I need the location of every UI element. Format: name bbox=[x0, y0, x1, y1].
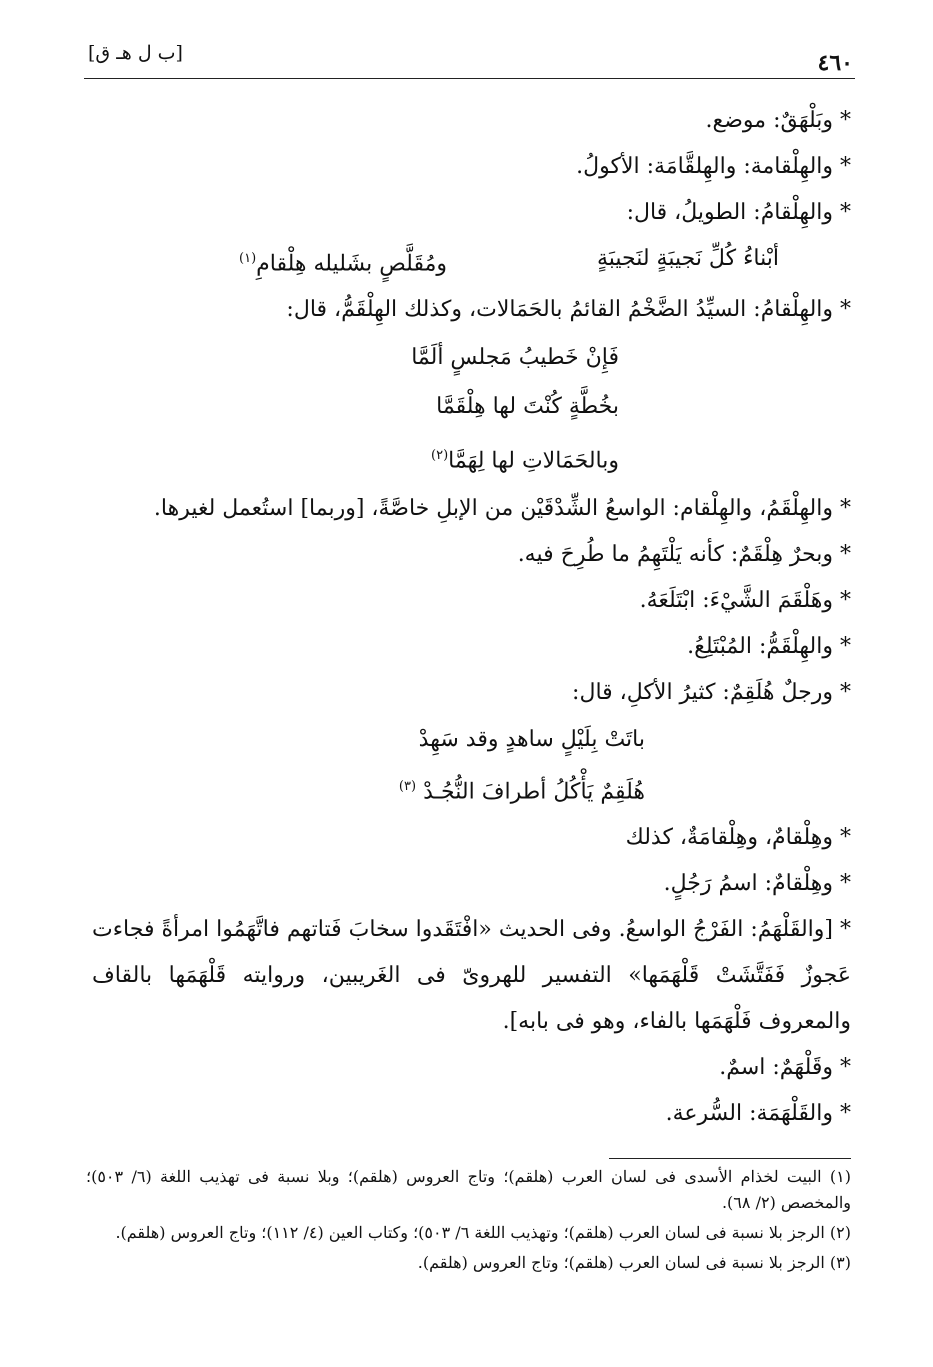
footnotes bbox=[86, 1164, 851, 1276]
running-header-root: [ب ل هـ ق] bbox=[88, 42, 183, 64]
verse-1 bbox=[239, 236, 779, 287]
entry-hilqam-same: * وهِلْقامٌ، وهِلْقامَةٌ، كذلك bbox=[625, 824, 851, 850]
footnote-2: (٢) الرجز بلا نسبة فى لسان العرب (هلقم)؛ وتهذيب اللغة ٦/ ٥٠٣)؛ وكتاب العين (٤/ ١١٢)؛ وتاج العروس (هلقم). bbox=[115, 1223, 851, 1242]
verse-2-line-1: فَإِنْ خَطيبُ مَجلسٍ ألَمَّا bbox=[411, 345, 619, 371]
verse-1-first-hemistich: أبْناءُ كُلِّ نَجيبَةٍ لنَجيبَةٍ bbox=[596, 246, 779, 271]
entry-hilqam-name: * وهِلْقامٌ: اسمُ رَجُلٍ. bbox=[663, 870, 851, 896]
entry-hilqam-chief: * والهِلْقامُ: السيِّدُ الضَّخْمُ القائمُ بالحَمَالات، وكذلك الهِلْقَمُّ، قال: bbox=[286, 297, 851, 323]
verse-3-line-2-wrap bbox=[92, 763, 645, 815]
verse-2-line-3: وبالحَمَالاتِ لها لِهَمَّا bbox=[448, 448, 619, 474]
entry-balhaq: * وبَلْهَقٌ: موضع. bbox=[705, 108, 851, 133]
footnote-divider bbox=[609, 1158, 851, 1159]
verse-3-line-1: باتَتْ بِلَيْلٍ ساهدٍ وقد سَهِدْ bbox=[418, 726, 645, 752]
page-number: ٤٦٠ bbox=[817, 50, 853, 76]
entry-qalhama: * والقَلْهَمَة: السُّرعة. bbox=[665, 1100, 851, 1126]
entry-qalham-hadith: * [والقَلْهَمُ: الفَرْجُ الواسعُ. وفى الحديث «افْتَقَدوا سخابَ فَتاتهم فاتَّهَمُوا امرأةً فجاءت عَجوزٌ فَفَتَّشَتْ قَلْهَمَها» التفسير للهروىّ فى الغَريبين، وروايته قَلْهَمَها بالقاف والمعروف فَلْهَمَها بالفاء، وهو فى بابه]. bbox=[92, 916, 851, 1034]
header-divider bbox=[84, 78, 855, 79]
footnote-ref-3: (٣) bbox=[398, 778, 417, 794]
entry-hilqam-tall: * والهِلْقامُ: الطويلُ، قال: bbox=[626, 200, 851, 225]
footnote-1: (١) البيت لخذام الأسدى فى لسان العرب (هلقم)؛ وتاج العروس (هلقم)؛ وبلا نسبة فى تهذيب اللغة (٦/ ٥٠٣)؛ والمخصص (٢/ ٦٨). bbox=[86, 1167, 851, 1212]
entry-qalham-noun: * وقَلْهَمٌ: اسمٌ. bbox=[719, 1054, 851, 1080]
verse-2-line-2: بخُطَّةٍ كُنْتَ لها هِلْقَمَّا bbox=[436, 394, 619, 420]
verse-1-second-hemistich-wrap bbox=[239, 236, 447, 287]
entry-bahr-hilqam: * وبحرٌ هِلْقَمٌ: كأنه يَلْتَهِمُ ما طُرِحَ فيه. bbox=[517, 541, 851, 567]
entry-hilqamm: * والهِلْقَمُّ: المُبْتَلِعُ. bbox=[687, 633, 851, 659]
dictionary-body bbox=[92, 98, 851, 1137]
footnote-3: (٣) الرجز بلا نسبة فى لسان العرب (هلقم)؛ وتاج العروس (هلقم). bbox=[417, 1253, 851, 1272]
entry-hilqam-wide: * والهِلْقَمُ، والهِلْقام: الواسعُ الشِّدْقَيْن من الإبلِ خاصَّةً، [وربما] استُعمل لغيرها. bbox=[153, 495, 851, 521]
verse-2-line-3-wrap bbox=[92, 431, 619, 485]
entry-halqama: * وهَلْقَمَ الشَّيْءَ: ابْتَلَعَهُ. bbox=[639, 587, 851, 613]
footnote-ref-2: (٢) bbox=[431, 448, 449, 464]
verse-1-second-hemistich: ومُقَلَّصٍ بشَليله هِلْقامِ bbox=[256, 251, 447, 277]
verse-3-line-2: هُلَقِمٌ يَأْكُلُ أطرافَ النُّجُـدْ bbox=[423, 778, 645, 804]
entry-hilqama: * والهِلْقامة: والهِلقَّامَة: الأكولُ. bbox=[576, 154, 851, 179]
entry-hulaqim: * ورجلٌ هُلَقِمٌ: كثيرُ الأكلِ، قال: bbox=[572, 679, 851, 705]
footnote-ref-1: (١) bbox=[239, 251, 257, 266]
